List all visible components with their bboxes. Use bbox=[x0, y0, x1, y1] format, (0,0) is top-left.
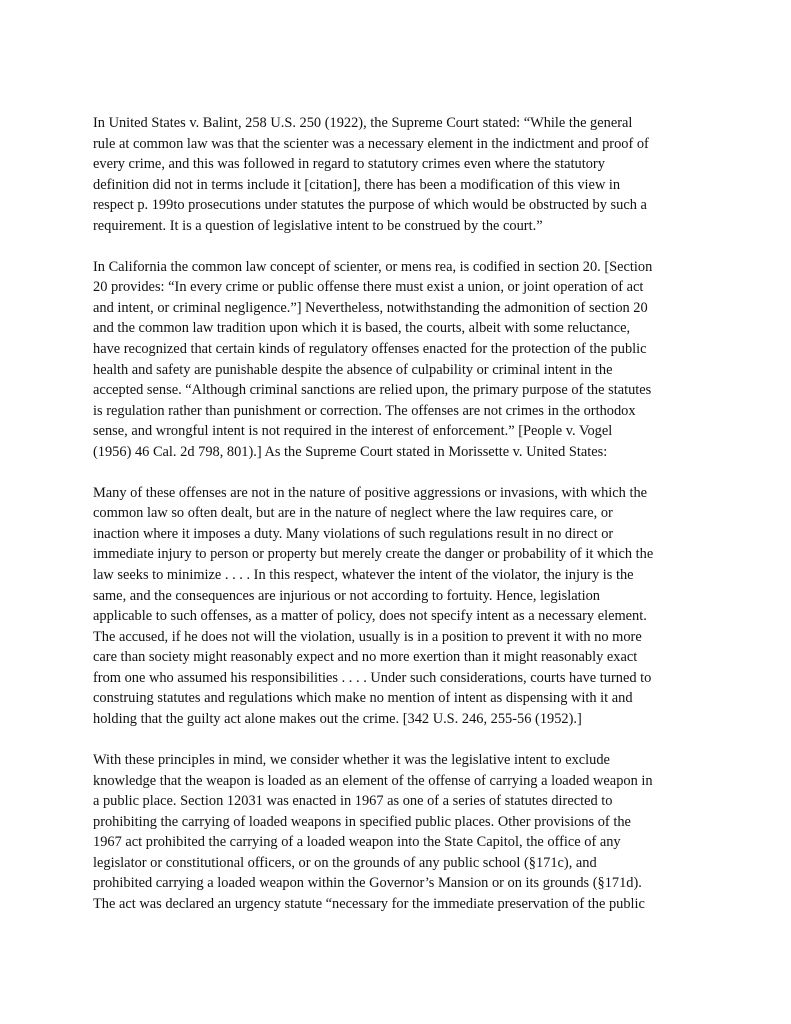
text-line: In California the common law concept of scienter, or mens rea, is codified in section 20. [Section bbox=[93, 258, 653, 275]
paragraph-california-scienter bbox=[93, 257, 699, 462]
text-line: inaction where it imposes a duty. Many violations of such regulations result in no direct or bbox=[93, 525, 614, 542]
text-line: immediate injury to person or property but merely create the danger or probability of it which the bbox=[93, 546, 654, 563]
text-line: construing statutes and regulations which make no mention of intent as dispensing with it and bbox=[93, 690, 633, 707]
text-line: have recognized that certain kinds of regulatory offenses enacted for the protection of the public bbox=[93, 341, 647, 358]
text-line: prohibiting the carrying of loaded weapons in specified public places. Other provisions of the bbox=[93, 813, 631, 830]
text-line: applicable to such offenses, as a matter of policy, does not specify intent as a necessary element. bbox=[93, 608, 647, 625]
text-line: law seeks to minimize . . . . In this respect, whatever the intent of the violator, the injury is the bbox=[93, 567, 634, 584]
text-line: requirement. It is a question of legislative intent to be construed by the court.” bbox=[93, 217, 543, 234]
text-line: 1967 act prohibited the carrying of a loaded weapon into the State Capitol, the office of any bbox=[93, 834, 621, 851]
text-line: 20 provides: “In every crime or public offense there must exist a union, or joint operation of act bbox=[93, 279, 644, 296]
text-line: holding that the guilty act alone makes out the crime. [342 U.S. 246, 255-56 (1952).] bbox=[93, 710, 582, 727]
text-line: The accused, if he does not will the violation, usually is in a position to prevent it with no more bbox=[93, 628, 642, 645]
text-line: rule at common law was that the scienter was a necessary element in the indictment and proof of bbox=[93, 135, 649, 152]
text-line: accepted sense. “Although criminal sanctions are relied upon, the primary purpose of the statutes bbox=[93, 382, 652, 399]
text-line: With these principles in mind, we consider whether it was the legislative intent to exclude bbox=[93, 751, 610, 768]
text-line: health and safety are punishable despite the absence of culpability or criminal intent in the bbox=[93, 361, 613, 378]
paragraph-legislative-intent bbox=[93, 750, 699, 914]
text-line: (1956) 46 Cal. 2d 798, 801).] As the Supreme Court stated in Morissette v. United States: bbox=[93, 443, 608, 460]
text-line: common law so often dealt, but are in the nature of neglect where the law requires care, or bbox=[93, 505, 613, 522]
text-line: is regulation rather than punishment or correction. The offenses are not crimes in the orthodox bbox=[93, 402, 636, 419]
text-line: definition did not in terms include it [citation], there has been a modification of this view in bbox=[93, 176, 621, 193]
text-line: same, and the consequences are injurious or not according to fortuity. Hence, legislation bbox=[93, 587, 600, 604]
text-line: sense, and wrongful intent is not required in the interest of enforcement.” [People v. Vogel bbox=[93, 423, 613, 440]
text-line: legislator or constitutional officers, or on the grounds of any public school (§171c), and bbox=[93, 854, 597, 871]
text-line: prohibited carrying a loaded weapon within the Governor’s Mansion or on its grounds (§171d). bbox=[93, 875, 642, 892]
text-line: In United States v. Balint, 258 U.S. 250 (1922), the Supreme Court stated: “While the general bbox=[93, 115, 633, 131]
text-line: knowledge that the weapon is loaded as an element of the offense of carrying a loaded weapon in bbox=[93, 772, 653, 789]
text-line: from one who assumed his responsibilities . . . . Under such considerations, courts have turned to bbox=[93, 669, 652, 686]
text-line: respect p. 199to prosecutions under statutes the purpose of which would be obstructed by such a bbox=[93, 197, 647, 214]
document-page bbox=[93, 113, 699, 935]
text-line: care than society might reasonably expect and no more exertion than it might reasonably exact bbox=[93, 649, 638, 666]
paragraph-balint bbox=[93, 113, 699, 236]
text-line: and the common law tradition upon which it is based, the courts, albeit with some reluctance, bbox=[93, 320, 631, 337]
text-line: a public place. Section 12031 was enacted in 1967 as one of a series of statutes directed to bbox=[93, 793, 613, 810]
text-line: every crime, and this was followed in regard to statutory crimes even where the statutory bbox=[93, 156, 605, 173]
paragraph-morissette-quote bbox=[93, 483, 699, 730]
text-line: and intent, or criminal negligence.”] Nevertheless, notwithstanding the admonition of section 20 bbox=[93, 299, 648, 316]
text-line: Many of these offenses are not in the nature of positive aggressions or invasions, with which the bbox=[93, 484, 648, 501]
text-line: The act was declared an urgency statute “necessary for the immediate preservation of the public bbox=[93, 895, 645, 912]
